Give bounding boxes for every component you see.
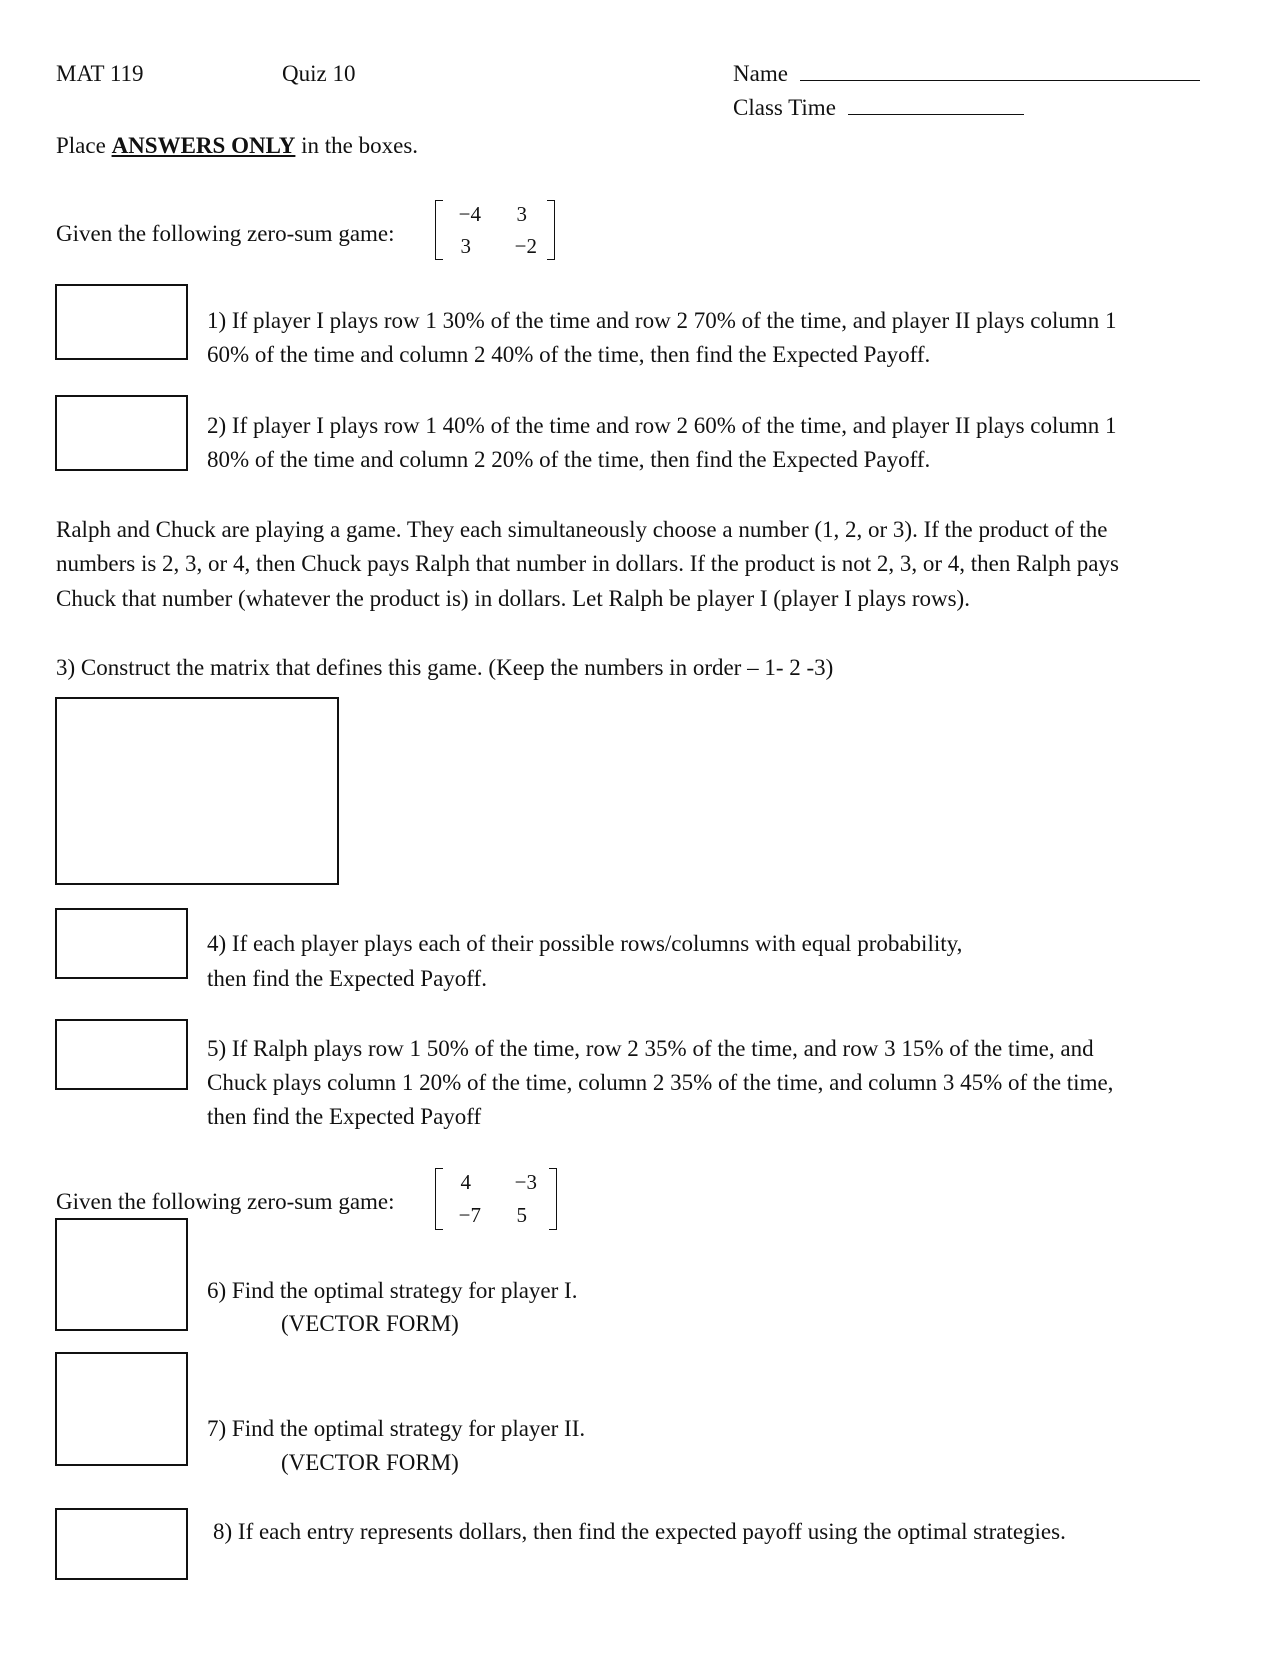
- q5-line1: 5) If Ralph plays row 1 50% of the time, row 2 35% of the time, and row 3 15% of the time, and: [207, 1036, 1094, 1061]
- answer-box-5[interactable]: [55, 1019, 188, 1090]
- q5-line3: then find the Expected Payoff: [207, 1104, 482, 1129]
- q2-line1: 2) If player I plays row 1 40% of the time and row 2 60% of the time, and player II plays column 1: [207, 413, 1117, 438]
- game2-r2c1: −7: [458, 1203, 481, 1227]
- scenario-line2: numbers is 2, 3, or 4, then Chuck pays Ralph that number in dollars. If the product is not 2, 3, or 4, then Ralph pays: [56, 551, 1119, 576]
- q3-text: 3) Construct the matrix that defines this game. (Keep the numbers in order – 1- 2 -3): [56, 655, 834, 680]
- right-bracket: [547, 200, 555, 260]
- class-time-label: Class Time: [733, 95, 836, 120]
- q2-line2: 80% of the time and column 2 20% of the time, then find the Expected Payoff.: [207, 447, 931, 472]
- instructions-suffix: in the boxes.: [301, 133, 419, 158]
- game2-r1c2: −3: [514, 1170, 537, 1194]
- q5-line2: Chuck plays column 1 20% of the time, column 2 35% of the time, and column 3 45% of the time,: [207, 1070, 1114, 1095]
- answer-box-4[interactable]: [55, 908, 188, 979]
- q6-line1: 6) Find the optimal strategy for player I.: [207, 1278, 578, 1303]
- instructions: [56, 134, 418, 157]
- game1-r1c1: −4: [458, 202, 481, 226]
- q1-line2: 60% of the time and column 2 40% of the time, then find the Expected Payoff.: [207, 342, 931, 367]
- answer-box-6[interactable]: [55, 1218, 188, 1331]
- game1-intro: Given the following zero-sum game:: [56, 221, 395, 246]
- class-time-row: [733, 96, 1024, 119]
- q4-line2: then find the Expected Payoff.: [207, 966, 487, 991]
- answer-box-3[interactable]: [55, 697, 339, 885]
- quiz-title: Quiz 10: [282, 61, 356, 86]
- name-row: [733, 62, 1200, 85]
- name-label: Name: [733, 61, 788, 86]
- q7-line1: 7) Find the optimal strategy for player II.: [207, 1416, 586, 1441]
- game1-r2c1: 3: [460, 234, 471, 258]
- q7-line2: (VECTOR FORM): [281, 1450, 459, 1475]
- game2-r1c1: 4: [460, 1170, 471, 1194]
- game1-matrix: [435, 200, 555, 260]
- scenario-line3: Chuck that number (whatever the product is) in dollars. Let Ralph be player I (player I plays rows).: [56, 586, 970, 611]
- game1-r1c2: 3: [516, 202, 527, 226]
- answer-box-1[interactable]: [55, 284, 188, 360]
- game2-r2c2: 5: [516, 1203, 527, 1227]
- name-blank[interactable]: [800, 80, 1200, 81]
- game1-r2c2: −2: [514, 234, 537, 258]
- q1-line1: 1) If player I plays row 1 30% of the time and row 2 70% of the time, and player II plays column 1: [207, 308, 1117, 333]
- course-code: MAT 119: [56, 61, 144, 86]
- right-bracket: [549, 1168, 557, 1230]
- answer-box-2[interactable]: [55, 395, 188, 471]
- game2-intro: Given the following zero-sum game:: [56, 1189, 395, 1214]
- game2-matrix: [435, 1168, 557, 1230]
- scenario-line1: Ralph and Chuck are playing a game. They each simultaneously choose a number (1, 2, or 3). If the product of the: [56, 517, 1108, 542]
- answer-box-8[interactable]: [55, 1508, 188, 1580]
- q4-line1: 4) If each player plays each of their possible rows/columns with equal probability,: [207, 931, 963, 956]
- q8-text: 8) If each entry represents dollars, then find the expected payoff using the optimal strategies.: [213, 1519, 1066, 1544]
- q6-line2: (VECTOR FORM): [281, 1311, 459, 1336]
- answer-box-7[interactable]: [55, 1352, 188, 1466]
- class-time-blank[interactable]: [848, 114, 1024, 115]
- instructions-emphasis: ANSWERS ONLY: [111, 133, 296, 158]
- instructions-prefix: Place: [56, 133, 106, 158]
